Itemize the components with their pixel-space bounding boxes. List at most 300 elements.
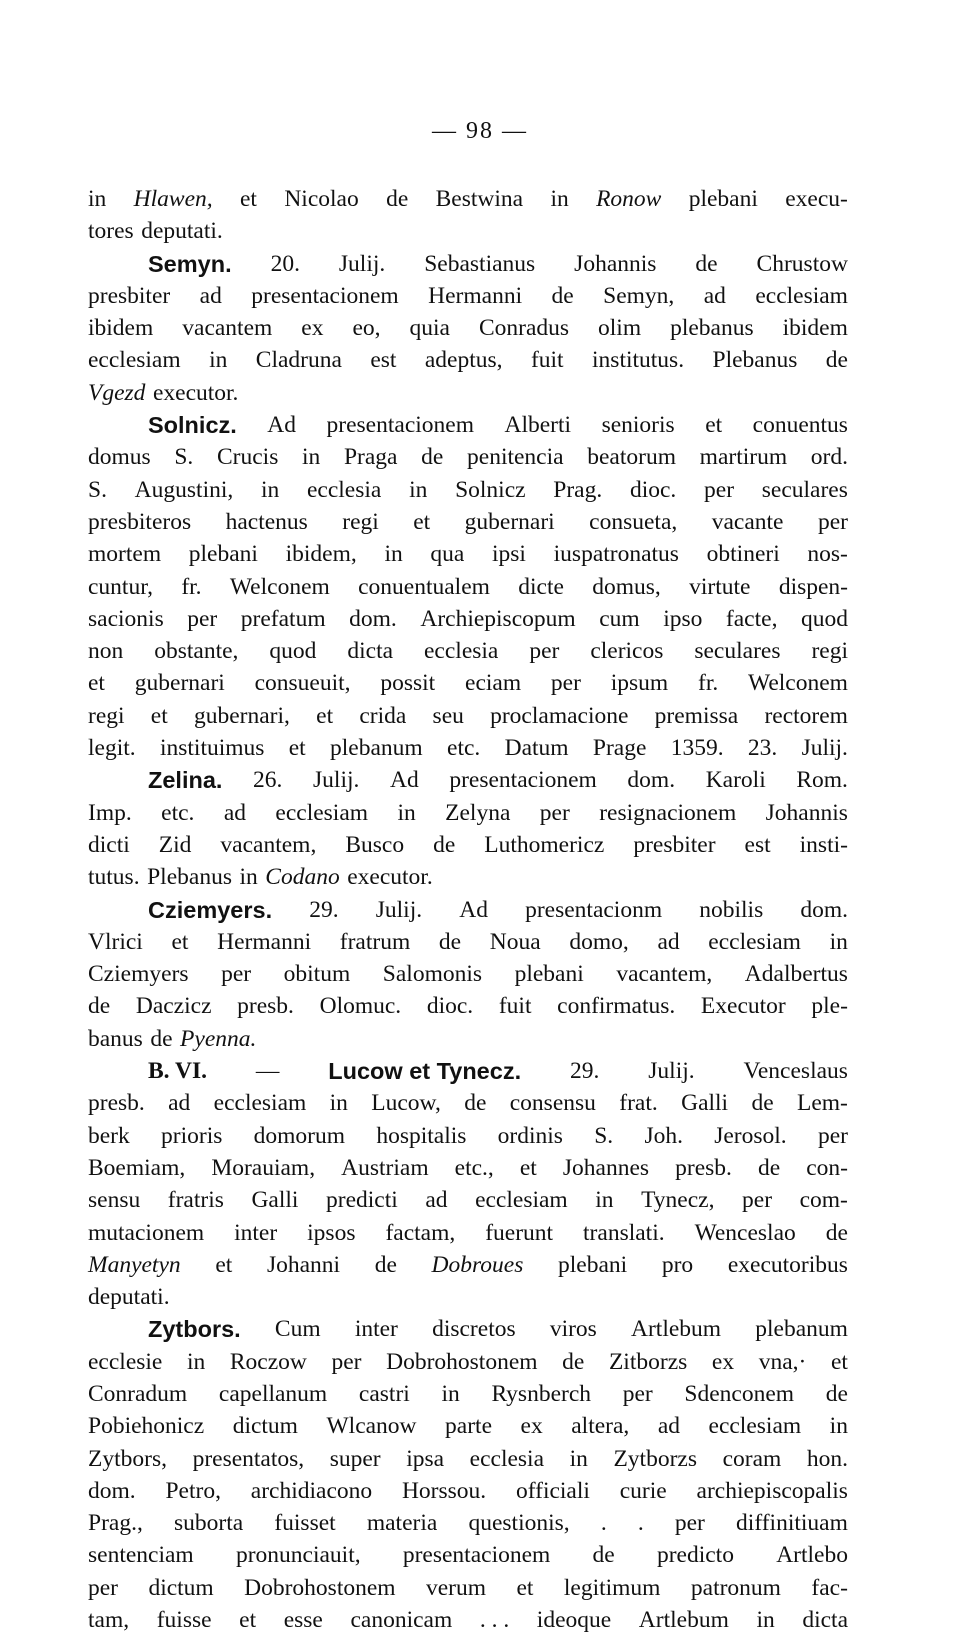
word: qua <box>430 541 465 568</box>
text-line <box>88 441 848 473</box>
word: Sdenconem <box>684 1380 795 1407</box>
word: presentatos, <box>192 1445 305 1472</box>
word: Petro, <box>165 1477 221 1504</box>
word: Artlebo <box>776 1542 848 1569</box>
word: ipsa <box>406 1445 445 1472</box>
word: plebani <box>188 541 258 568</box>
text-line <box>88 829 848 861</box>
word: nos- <box>807 541 848 568</box>
word: inter <box>354 1316 398 1343</box>
word: non <box>88 638 124 665</box>
word: fuisset <box>274 1510 336 1537</box>
word: in <box>329 1090 348 1117</box>
word: Praga <box>343 444 398 471</box>
word: eciam <box>465 670 522 697</box>
word: esse <box>283 1607 323 1634</box>
word: S. <box>594 1122 614 1149</box>
word: Artlebum <box>638 1607 729 1634</box>
word: Pobiehonicz <box>88 1413 205 1440</box>
word: ad <box>168 1090 191 1117</box>
word: 26. <box>253 767 283 794</box>
word: Pyenna. <box>180 1025 257 1052</box>
word: in <box>239 864 258 891</box>
word: fac- <box>811 1574 848 1601</box>
word: Conradum <box>88 1380 188 1407</box>
word: de <box>551 282 574 309</box>
word: ad <box>199 282 222 309</box>
word: Noua <box>489 928 541 955</box>
word: translati. <box>583 1219 665 1246</box>
word: est <box>370 347 397 374</box>
word: ad <box>223 799 246 826</box>
word: et <box>171 928 189 955</box>
text-line <box>88 1475 848 1507</box>
word: obstante, <box>154 638 239 665</box>
word: ibidem <box>88 315 154 342</box>
word: presbiteros <box>88 508 192 535</box>
word: in <box>260 476 280 503</box>
text-line <box>88 1346 848 1378</box>
word: executoribus <box>727 1251 848 1278</box>
word: Executor <box>700 993 786 1020</box>
word: regi <box>88 702 125 729</box>
word: dom. <box>800 896 848 923</box>
word: pro <box>661 1251 694 1278</box>
word: ecclesiam <box>755 282 848 309</box>
text-line <box>88 958 848 990</box>
word: canonicam <box>350 1607 453 1634</box>
word: Crucis <box>216 444 279 471</box>
word: et <box>239 186 257 212</box>
word: discretos <box>432 1316 516 1343</box>
word: dicta <box>802 1607 848 1634</box>
word: executor. <box>152 379 239 406</box>
word: Lucow, <box>371 1090 441 1117</box>
word: Prag., <box>88 1510 143 1537</box>
word: per <box>221 961 252 988</box>
word: et <box>239 1607 257 1634</box>
word: de <box>88 993 111 1020</box>
word: Lem- <box>796 1090 848 1117</box>
word: dicti <box>88 831 130 858</box>
word: tutus. <box>88 864 140 891</box>
word: ex <box>301 315 324 342</box>
word: Cziemyers <box>88 961 189 988</box>
text-line <box>88 344 848 376</box>
word: plebanus <box>670 315 754 342</box>
word: presentacionm <box>525 896 663 923</box>
word: seculares <box>694 638 781 665</box>
word: plebanum <box>755 1316 848 1343</box>
word: insti- <box>799 831 848 858</box>
word: domus <box>88 444 151 471</box>
word: vacante <box>711 508 784 535</box>
word: et <box>519 1154 537 1181</box>
word: officiali <box>515 1477 590 1504</box>
word: etc. <box>161 799 195 826</box>
word: Manyetyn <box>88 1251 181 1278</box>
word: dictum <box>148 1574 214 1601</box>
word: S. <box>174 444 194 471</box>
text-line <box>88 1378 848 1410</box>
word: de <box>374 1251 397 1278</box>
word: viros <box>549 1316 597 1343</box>
word: de <box>433 831 456 858</box>
word: . . . <box>479 1607 510 1634</box>
word: dom. <box>349 605 397 632</box>
word: curie <box>619 1477 667 1504</box>
word: ipsos <box>307 1219 356 1246</box>
word: Cladruna <box>255 347 342 374</box>
word: ipso <box>663 605 703 632</box>
word: et <box>705 412 723 439</box>
word: fuit <box>498 993 532 1020</box>
text-line <box>88 215 848 247</box>
word: dispen- <box>778 573 848 600</box>
word: de <box>438 928 462 955</box>
text-line <box>88 926 848 958</box>
word: Olomuc. <box>319 993 402 1020</box>
entry-heading: Lucow et Tynecz. <box>328 1058 522 1085</box>
text-line <box>88 506 848 538</box>
word: et <box>215 1251 233 1278</box>
word: 29. <box>570 1058 600 1085</box>
word: dictum <box>232 1413 298 1440</box>
word: parte <box>445 1413 493 1440</box>
word: resignacionem <box>599 799 737 826</box>
word: presb. <box>88 1090 145 1117</box>
word: Ad <box>390 767 419 794</box>
word: tam, <box>88 1607 130 1634</box>
word: de <box>751 1090 774 1117</box>
word: ple- <box>811 993 848 1020</box>
word: plebanum <box>330 735 423 762</box>
text-line <box>88 474 848 506</box>
text-line <box>88 1087 848 1119</box>
word: Ad <box>267 412 297 439</box>
word: deputati. <box>88 1284 170 1311</box>
word: Alberti <box>504 412 572 439</box>
text-line <box>88 1539 848 1571</box>
word: banus <box>88 1025 143 1052</box>
entry-heading: Semyn. <box>148 250 232 277</box>
word: Hlawen, <box>133 186 213 212</box>
text-line <box>88 1443 848 1475</box>
word: mortem <box>88 541 162 568</box>
word: hactenus <box>225 508 308 535</box>
word: ad <box>425 1187 448 1214</box>
word: Prage <box>592 735 647 762</box>
word: domo, <box>569 928 629 955</box>
word: diffinitiuam <box>736 1510 848 1537</box>
text-line <box>88 732 848 764</box>
text-line <box>88 1217 848 1249</box>
word: Zytborzs <box>613 1445 697 1472</box>
word: Tynecz, <box>641 1187 715 1214</box>
word: fratrum <box>339 928 411 955</box>
text-line <box>88 894 848 926</box>
word: Nicolao <box>284 186 359 212</box>
word: archiepiscopalis <box>696 1477 848 1504</box>
word: capellanum <box>218 1380 328 1407</box>
word: in <box>441 1380 460 1407</box>
word: eo, <box>352 315 381 342</box>
page-number: — 98 — <box>432 118 528 144</box>
word: Luthomericz <box>484 831 605 858</box>
word: Dobrohostonem <box>386 1348 538 1375</box>
word: presb. <box>237 993 294 1020</box>
word: regi <box>342 508 379 535</box>
word: in <box>397 799 416 826</box>
word: ecclesia <box>306 476 382 503</box>
word: Plebanus <box>147 864 232 891</box>
word: etc., <box>454 1154 494 1181</box>
text-line <box>88 1120 848 1152</box>
word: in <box>829 928 848 955</box>
word: et <box>516 1574 534 1601</box>
text-line <box>88 1410 848 1442</box>
word: executor. <box>347 864 433 891</box>
word: de <box>562 1348 585 1375</box>
word: adeptus, <box>424 347 503 374</box>
word: in <box>302 444 321 471</box>
word: ipsum <box>610 670 669 697</box>
word: quia <box>409 315 450 342</box>
word: quod <box>800 605 848 632</box>
word: Jerosol. <box>714 1122 787 1149</box>
word: Julij. <box>801 735 848 762</box>
word: Venceslaus <box>743 1058 848 1085</box>
word: 23. <box>747 735 778 762</box>
word: plebani <box>688 186 758 212</box>
text-line <box>88 1249 848 1281</box>
word: ecclesia <box>469 1445 545 1472</box>
word: sacionis <box>88 605 164 632</box>
word: 1359. <box>670 735 724 762</box>
word: Ronow <box>596 186 662 212</box>
text-line <box>88 700 848 732</box>
word: ideoque <box>536 1607 612 1634</box>
word: ecclesia <box>424 638 499 665</box>
word: mutacionem <box>88 1219 205 1246</box>
word: Dobrohostonem <box>244 1574 396 1601</box>
word: quod <box>269 638 317 665</box>
word: Joh. <box>644 1122 683 1149</box>
word: execu- <box>785 186 848 212</box>
word: 29. <box>309 896 339 923</box>
word: 20. <box>270 250 300 277</box>
word: per <box>817 508 848 535</box>
word: plebani <box>514 961 584 988</box>
word: Johannis <box>765 799 848 826</box>
word: Augustini, <box>134 476 234 503</box>
word: fr. <box>698 670 719 697</box>
text-line <box>88 1604 848 1636</box>
word: Galli <box>681 1090 729 1117</box>
word: proclamacione <box>490 702 629 729</box>
word: ex <box>520 1413 543 1440</box>
word: legit. <box>88 735 136 762</box>
word: castri <box>358 1380 410 1407</box>
word: rectorem <box>764 702 848 729</box>
word: de <box>825 1219 848 1246</box>
word: iuspatronatus <box>553 541 679 568</box>
word: altera, <box>571 1413 630 1440</box>
word: obtineri <box>706 541 780 568</box>
word: est <box>744 831 771 858</box>
word: et <box>88 670 105 697</box>
word: Galli <box>251 1187 299 1214</box>
word: suborta <box>173 1510 244 1537</box>
word: Zytbors, <box>88 1445 167 1472</box>
word: Daczicz <box>135 993 212 1020</box>
word: . <box>637 1510 644 1537</box>
word: institutus. <box>592 347 685 374</box>
word: Johannes <box>562 1154 650 1181</box>
word: predicto <box>656 1542 734 1569</box>
word: ecclesiam <box>708 1413 802 1440</box>
word: coram <box>722 1445 782 1472</box>
word: vacantem, <box>220 831 317 858</box>
word: per <box>331 1348 362 1375</box>
word: Hermanni <box>217 928 312 955</box>
word: . <box>600 1510 607 1537</box>
word: etc. <box>447 735 481 762</box>
word: per <box>187 605 218 632</box>
body-text <box>88 183 848 1636</box>
word: presbiter <box>633 831 716 858</box>
word: Wlcanow <box>326 1413 417 1440</box>
word: berk <box>88 1122 130 1149</box>
word: per <box>88 1574 119 1601</box>
word: sensu <box>88 1187 141 1214</box>
word: instituimus <box>159 735 265 762</box>
word: deputati. <box>141 218 223 245</box>
word: Hermanni <box>428 282 523 309</box>
word: per <box>622 1380 653 1407</box>
word: Roczow <box>229 1348 307 1375</box>
word: Boemiam, <box>88 1154 186 1181</box>
text-line <box>88 1313 848 1345</box>
entry-heading: Zytbors. <box>148 1316 241 1343</box>
text-line <box>88 538 848 570</box>
word: Cum <box>274 1316 321 1343</box>
word: Salomonis <box>382 961 483 988</box>
word: ord. <box>810 444 848 471</box>
word: gubernari, <box>193 702 290 729</box>
word: Imp. <box>88 799 132 826</box>
word: Semyn, <box>603 282 675 309</box>
text-line <box>88 1184 848 1216</box>
word: ecclesiam <box>275 799 369 826</box>
word: con- <box>806 1154 848 1181</box>
word: Julij. <box>313 767 360 794</box>
word: in <box>384 541 403 568</box>
word: dom. <box>88 1477 136 1504</box>
word: per <box>817 1122 848 1149</box>
word: ordinis <box>497 1122 563 1149</box>
word: Conradus <box>478 315 570 342</box>
word: de <box>757 1154 781 1181</box>
entry-heading: Cziemyers. <box>148 896 273 923</box>
word: per <box>674 1510 705 1537</box>
word: Datum <box>504 735 569 762</box>
word: fuisse <box>156 1607 212 1634</box>
text-line <box>88 861 848 893</box>
word: de <box>464 1090 487 1117</box>
word: frat. <box>619 1090 658 1117</box>
word: crida <box>359 702 407 729</box>
word: hospitalis <box>376 1122 467 1149</box>
text-line <box>88 603 848 635</box>
word: ecclesiam <box>213 1090 307 1117</box>
word: legitimum <box>563 1574 661 1601</box>
word: ad <box>657 928 680 955</box>
text-line <box>88 797 848 829</box>
word: Bestwina <box>435 186 524 212</box>
word: presentacionem <box>326 412 474 439</box>
word: Zid <box>158 831 192 858</box>
word: domorum <box>253 1122 346 1149</box>
word: et <box>316 702 334 729</box>
word: fuit <box>530 347 564 374</box>
word: conuentualem <box>358 573 490 600</box>
word: de <box>592 1542 615 1569</box>
word: ex <box>711 1348 735 1375</box>
word: presentacionem <box>251 282 399 309</box>
word: hon. <box>806 1445 848 1472</box>
word: premissa <box>654 702 739 729</box>
word: vna,· <box>758 1348 807 1375</box>
word: patronum <box>690 1574 781 1601</box>
word: Austriam <box>341 1154 429 1181</box>
word: prioris <box>161 1122 223 1149</box>
text-line <box>88 248 848 280</box>
entry-heading: Solnicz. <box>148 412 237 439</box>
word: ecclesie <box>88 1348 163 1375</box>
word: Solnicz <box>455 476 526 503</box>
word: presentacionem <box>449 767 597 794</box>
word: factam, <box>385 1219 456 1246</box>
word: seu <box>432 702 464 729</box>
word: de <box>150 1025 173 1052</box>
word: domus, <box>592 573 661 600</box>
word: cuntur, <box>88 573 153 600</box>
word: virtute <box>689 573 751 600</box>
text-line <box>88 635 848 667</box>
word: consueta, <box>589 508 678 535</box>
word: dicta <box>347 638 394 665</box>
word: gubernari <box>134 670 225 697</box>
word: Plebanus <box>712 347 798 374</box>
word: in <box>186 1348 206 1375</box>
word: presentacionem <box>402 1542 551 1569</box>
word: consensu <box>509 1090 596 1117</box>
word: presb. <box>675 1154 732 1181</box>
word: nobilis <box>699 896 764 923</box>
text-line <box>88 1023 848 1055</box>
word: com- <box>799 1187 848 1214</box>
word: in <box>409 476 428 503</box>
word: penitencia <box>467 444 564 471</box>
text-line <box>88 990 848 1022</box>
word: et <box>150 702 168 729</box>
word: materia <box>366 1510 438 1537</box>
word: et <box>830 1348 848 1375</box>
word: Morauiam, <box>211 1154 316 1181</box>
text-line <box>88 571 848 603</box>
word: verum <box>426 1574 487 1601</box>
